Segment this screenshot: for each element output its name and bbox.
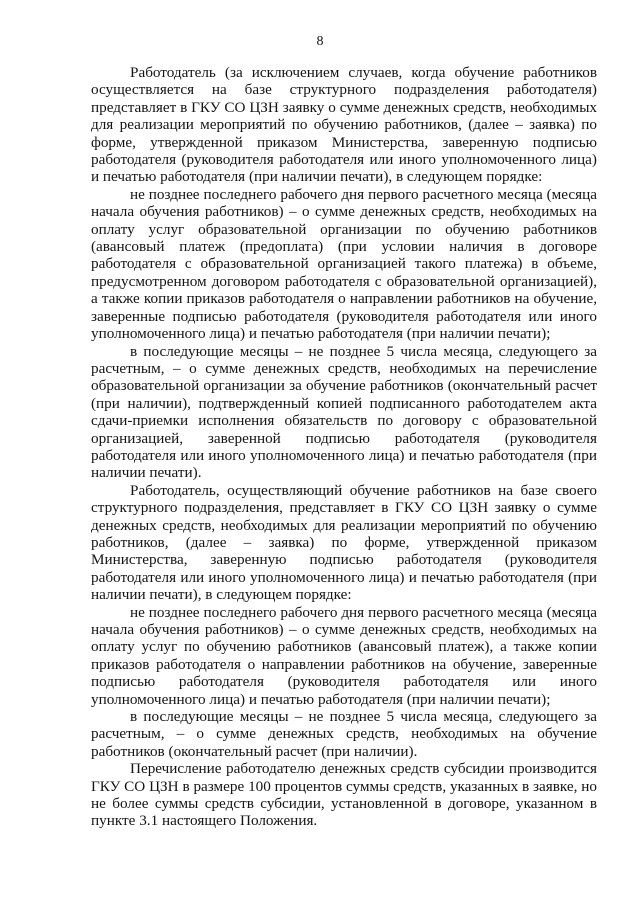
page-number: 8 <box>316 34 324 49</box>
paragraph-first-month-advance: не позднее последнего рабочего дня первого расчетного месяца (месяца начала обучения работников) – о сумме денежных средств, необходимых на оплату услуг образовательной организации по обучению работников (авансовый платеж (предоплата) (при условии наличия в договоре работодателя с образовательной организацией такого платежа) в объеме, предусмотренном договором работодателя с образовательной организацией), а также копии приказов работодателя о направлении работников на обучение, заверенные подписью работодателя (руководителя работодателя или иного уполномоченного лица) и печатью работодателя (при наличии печати); <box>91 185 597 343</box>
paragraph-structural-following-months: в последующие месяцы – не позднее 5 числа месяца, следующего за расчетным, – о сумме денежных средств, необходимых на обучение работников (окончательный расчет (при наличии). <box>91 708 597 760</box>
paragraph-structural-unit-application: Работодатель, осуществляющий обучение работников на базе своего структурного подразделения, представляет в ГКУ СО ЦЗН заявку о сумме денежных средств, необходимых для реализации мероприятий по обучению работников, (далее – заявка) по форме, утвержденной приказом Министерства, заверенную подписью работодателя (руководителя работодателя или иного уполномоченного лица) и печатью работодателя (при наличии печати), в следующем порядке: <box>91 481 597 604</box>
document-body <box>91 64 597 830</box>
paragraph-structural-first-month: не позднее последнего рабочего дня первого расчетного месяца (месяца начала обучения работников) – о сумме денежных средств, необходимых на оплату услуг по обучению работников (авансовый платеж), а также копии приказов работодателя о направлении работников на обучение, заверенные подписью работодателя (руководителя работодателя или иного уполномоченного лица) и печатью работодателя (при наличии печати); <box>91 603 597 708</box>
paragraph-employer-application: Работодатель (за исключением случаев, когда обучение работников осуществляется на базе структурного подразделения работодателя) представляет в ГКУ СО ЦЗН заявку о сумме денежных средств, необходимых для реализации мероприятий по обучению работников, (далее – заявка) по форме, утвержденной приказом Министерства, заверенную подписью работодателя (руководителя работодателя или иного уполномоченного лица) и печатью работодателя (при наличии печати), в следующем порядке: <box>91 64 597 186</box>
paragraph-subsidy-transfer: Перечисление работодателю денежных средств субсидии производится ГКУ СО ЦЗН в размере 100 процентов суммы средств, указанных в заявке, но не более суммы средств субсидии, установленной в договоре, указанном в пункте 3.1 настоящего Положения. <box>91 760 597 830</box>
paragraph-following-months-final: в последующие месяцы – не позднее 5 числа месяца, следующего за расчетным, – о сумме денежных средств, необходимых на перечисление образовательной организации за обучение работников (окончательный расчет (при наличии), подтвержденный копией подписанного работодателем акта сдачи-приемки исполнения обязательств по договору с образовательной организацией, заверенной подписью работодателя (руководителя работодателя или иного уполномоченного лица) и печатью работодателя (при наличии печати). <box>91 342 597 482</box>
